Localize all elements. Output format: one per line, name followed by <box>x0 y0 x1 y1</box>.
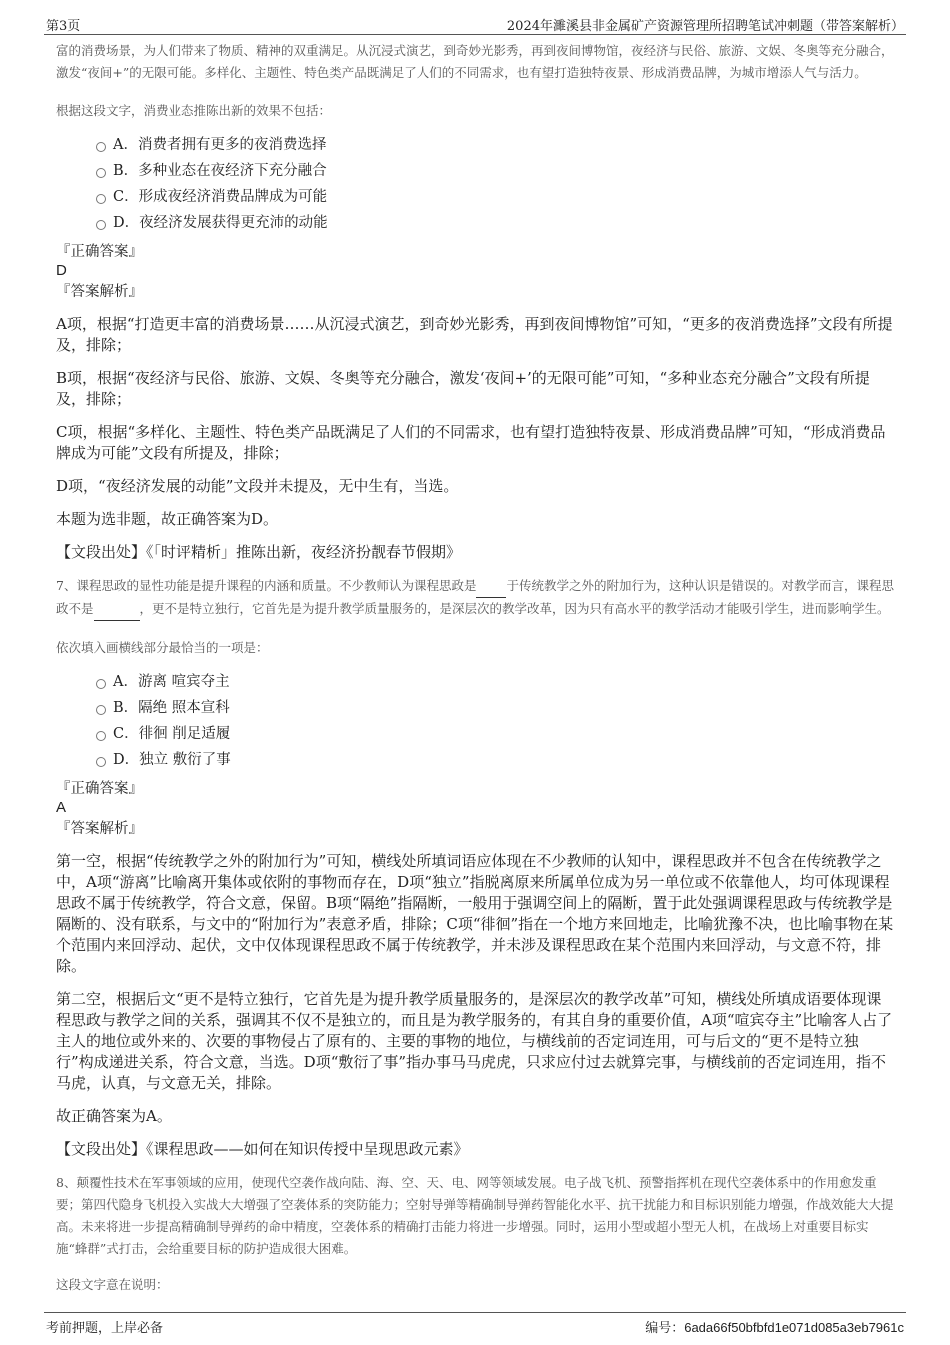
q7-option-a[interactable]: A．游离 喧宾夺主 <box>56 669 894 695</box>
radio-icon[interactable] <box>96 679 106 689</box>
radio-icon[interactable] <box>96 220 106 230</box>
q6-analysis-label: 『答案解析』 <box>56 284 143 300</box>
document-title: 2024年濉溪县非金属矿产资源管理所招聘笔试冲刺题（带答案解析） <box>506 19 904 34</box>
q6-analysis-b: B项，根据“夜经济与民俗、旅游、文娱、冬奥等充分融合，激发‘夜间+’的无限可能”可知，“多种业态充分融合”文段有所提及，排除； <box>56 369 870 408</box>
radio-icon[interactable] <box>96 757 106 767</box>
q6-question: 根据这段文字，消费业态推陈出新的效果不包括： <box>56 103 332 118</box>
q7-source: 【文段出处】《课程思政——如何在知识传授中呈现思政元素》 <box>56 1140 469 1158</box>
radio-icon[interactable] <box>96 168 106 178</box>
page-number: 第3页 <box>46 19 81 34</box>
q6-option-b[interactable]: B．多种业态在夜经济下充分融合 <box>56 158 894 184</box>
q7-answer-label: 『正确答案』 <box>56 781 143 797</box>
q6-conclusion: 本题为选非题，故正确答案为D。 <box>56 510 279 528</box>
q7-stem: 7、课程思政的显性功能是提升课程的内涵和质量。不少教师认为课程思政是 于传统教学之外的附加行为，这种认识是错误的。对教学而言，课程思政不是 ，更不是特立独行，它首先是为提升教学质量服务的，是深层次的教学改革，因为只有高水平的教学活动才能吸引学生，进而影响学生。 <box>56 575 894 621</box>
document-code: 编号：6ada66f50bfbfd1e071d085a3eb7961c <box>645 1320 904 1336</box>
q6-answer-label: 『正确答案』 <box>56 244 143 260</box>
q6-analysis-d: D项，“夜经济发展的动能”文段并未提及，无中生有，当选。 <box>56 477 459 495</box>
radio-icon[interactable] <box>96 194 106 204</box>
q6-answer: D <box>56 262 67 279</box>
q6-passage: 富的消费场景，为人们带来了物质、精神的双重满足。从沉浸式演艺，到奇妙光影秀，再到夜间博物馆，夜经济与民俗、旅游、文娱、冬奥等充分融合，激发“夜间+”的无限可能。多样化、主题性、特色类产品既满足了人们的不同需求，也有望打造独特夜景、形成消费品牌，为城市增添人气与活力。 <box>56 43 894 80</box>
radio-icon[interactable] <box>96 731 106 741</box>
q8-stem: 8、颠覆性技术在军事领域的应用，使现代空袭作战向陆、海、空、天、电、网等领域发展。电子战飞机、预警指挥机在现代空袭体系中的作用愈发重要；第四代隐身飞机投入实战大大增强了空袭体系的突防能力；空射导弹等精确制导弹药智能化水平、抗干扰能力和目标识别能力增强，作战效能大大提高。未来将进一步提高精确制导弹药的命中精度，空袭体系的精确打击能力将进一步增强。同时，运用小型或超小型无人机，在战场上对重要目标实施“蜂群”式打击，会给重要目标的防护造成很大困难。 <box>56 1175 894 1256</box>
q7-analysis-second: 第二空，根据后文“更不是特立独行，它首先是为提升教学质量服务的，是深层次的教学改革”可知，横线处所填成语要体现课程思政与教学之间的关系，强调其不仅不是独立的，而且是为教学服务的，有其自身的重要价值，A项“喧宾夺主”比喻客人占了主人的地位或外来的、次要的事物侵占了原有的、主要的事物的地位，与横线前的否定词连用，可与后文的“更不是特立独行”构成递进关系，符合文意，当选。D项“敷衍了事”指办事马马虎虎，只求应付过去就算完事，与横线前的否定词连用，指不马虎，认真，与文意无关，排除。 <box>56 990 893 1092</box>
page-content <box>56 40 894 1296</box>
q6-option-c[interactable]: C．形成夜经济消费品牌成为可能 <box>56 184 894 210</box>
q7-analysis-first: 第一空，根据“传统教学之外的附加行为”可知，横线处所填词语应体现在不少教师的认知中，课程思政并不包含在传统教学之中，A项“游离”比喻离开集体或依附的事物而存在，D项“独立”指脱离原来所属单位成为另一单位或不依靠他人，均可体现课程思政不属于传统教学，符合文意，保留。B项“隔绝”指隔断，一般用于强调空间上的隔断，置于此处强调课程思政与传统教学是隔断的、没有联系，与文中的“附加行为”表意矛盾，排除；C项“徘徊”指在一个地方来回地走，比喻犹豫不决，也比喻事物在某个范围内来回浮动、起伏，文中仅体现课程思政不属于传统教学，并未涉及课程思政在某个范围内来回浮动，与文意不符，排除。 <box>56 852 894 975</box>
q7-option-d[interactable]: D．独立 敷衍了事 <box>56 747 894 773</box>
q7-option-c[interactable]: C．徘徊 削足适履 <box>56 721 894 747</box>
q6-options <box>56 132 894 236</box>
q7-question: 依次填入画横线部分最恰当的一项是： <box>56 640 269 655</box>
radio-icon[interactable] <box>96 705 106 715</box>
blank-1 <box>476 575 506 598</box>
q7-options <box>56 669 894 773</box>
q6-analysis-a: A项，根据“打造更丰富的消费场景……从沉浸式演艺，到奇妙光影秀，再到夜间博物馆”可知，“更多的夜消费选择”文段有所提及，排除； <box>56 315 893 354</box>
q8-question: 这段文字意在说明： <box>56 1277 169 1292</box>
q7-analysis-label: 『答案解析』 <box>56 821 143 837</box>
q6-source: 【文段出处】《「时评精析」推陈出新，夜经济扮靓春节假期》 <box>56 543 462 561</box>
q6-option-d[interactable]: D．夜经济发展获得更充沛的动能 <box>56 210 894 236</box>
q6-option-a[interactable]: A．消费者拥有更多的夜消费选择 <box>56 132 894 158</box>
blank-2 <box>94 598 140 621</box>
page-footer <box>44 1312 906 1337</box>
footer-slogan: 考前押题，上岸必备 <box>46 1321 164 1336</box>
q7-conclusion: 故正确答案为A。 <box>56 1107 172 1125</box>
q6-analysis-c: C项，根据“多样化、主题性、特色类产品既满足了人们的不同需求，也有望打造独特夜景、形成消费品牌”可知，“形成消费品牌成为可能”文段有所提及，排除； <box>56 423 886 462</box>
q7-answer: A <box>56 799 67 816</box>
q7-option-b[interactable]: B．隔绝 照本宣科 <box>56 695 894 721</box>
page-header <box>44 12 906 35</box>
radio-icon[interactable] <box>96 142 106 152</box>
